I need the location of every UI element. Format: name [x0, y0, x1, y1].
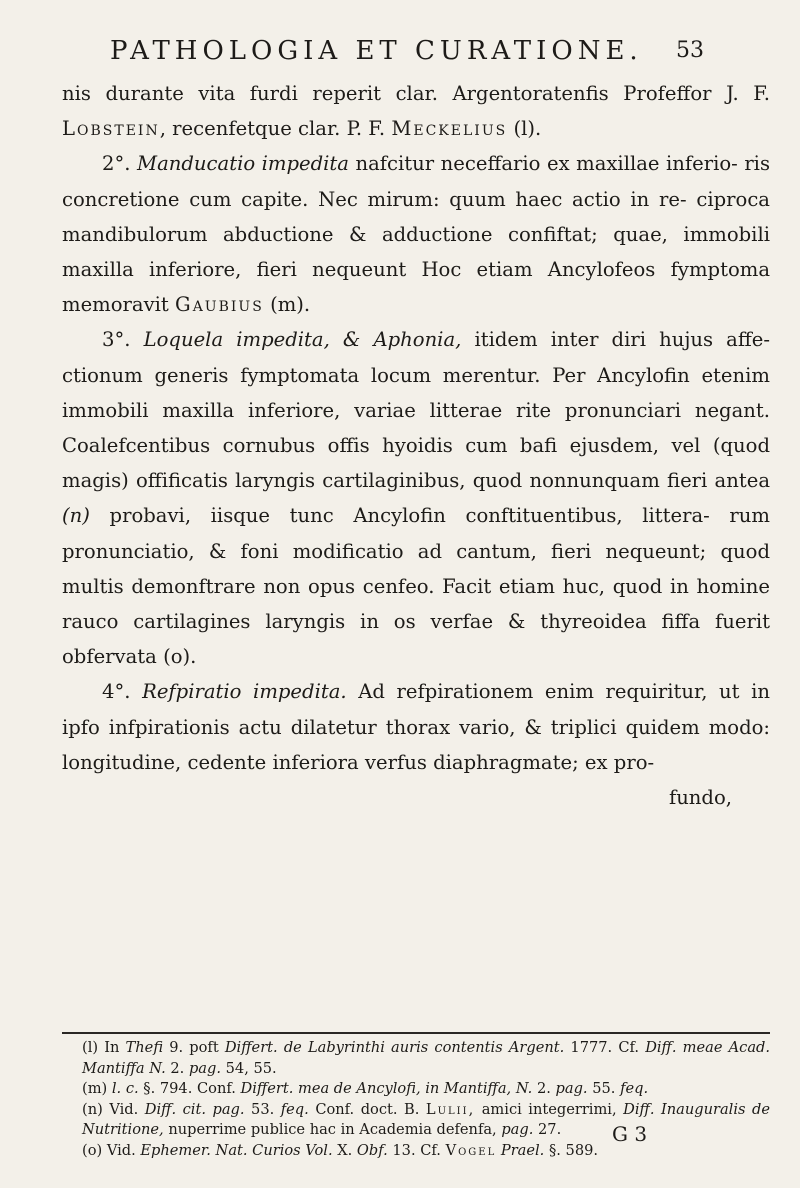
footnote-italic: Diff. Inauguralis de Nutritione,	[82, 1100, 770, 1139]
text-line: fuerit obfervata (o).	[62, 610, 770, 669]
footnote-text: amici integerrimi,	[481, 1100, 617, 1118]
text-line: immobili maxilla inferiore, variae litterae rite pronunciari negant.	[62, 398, 770, 422]
text-line: nafcitur neceffario ex maxillae inferio-	[355, 152, 738, 176]
text-line: quod multis demonftrare non opus cenfeo. Facit etiam huc, quod	[62, 539, 770, 598]
footnote-ref: (n)	[62, 504, 90, 528]
text-line: probavi, iisque tunc Ancylofin conftituentibus, littera-	[109, 504, 710, 528]
footnote-italic: Differt. de Labyrinthi auris contentis Argent.	[224, 1039, 565, 1056]
paragraph-continuation	[62, 76, 770, 146]
author-name: Lobstein	[62, 117, 160, 141]
footnote-text: 9. poft	[169, 1039, 219, 1056]
item-number: 2°.	[102, 152, 131, 176]
text-line: itidem inter diri hujus affe-	[474, 328, 770, 352]
footnote-ref: (l).	[513, 117, 542, 141]
item-number: 3°.	[102, 328, 131, 352]
footnote-italic: feq.	[620, 1080, 649, 1098]
footnote-text: 2.	[170, 1059, 185, 1077]
footnote-text: 1777. Cf.	[570, 1039, 640, 1056]
footnote-text: 13. Cf.	[392, 1141, 441, 1159]
footnote-mark: (l)	[82, 1039, 99, 1056]
paragraph-item-4	[62, 674, 770, 780]
page-number: 53	[676, 38, 704, 63]
footnote-italic: Thefi	[125, 1039, 164, 1056]
footnote-m	[62, 1079, 770, 1100]
footnote-text: §. 794. Conf.	[143, 1080, 236, 1098]
signature-mark: G 3	[612, 1122, 648, 1146]
item-number: 4°.	[102, 680, 131, 704]
footnote-text: 55.	[592, 1080, 616, 1098]
footnote-text: §. 589.	[548, 1141, 599, 1159]
footnote-text: nuperrime publice hac in Academia defenfa,	[168, 1121, 497, 1139]
footnote-italic: Diff. cit. pag.	[144, 1100, 245, 1118]
footnote-text: 2.	[536, 1080, 551, 1098]
page-header	[110, 36, 704, 76]
text-line: fymptoma memoravit	[62, 258, 771, 317]
text-line: Ad refpirationem enim requiritur, ut	[358, 680, 740, 704]
author-name: Lulii,	[425, 1100, 476, 1118]
footnote-mark: (n)	[82, 1100, 103, 1118]
footnote-italic: Obf.	[356, 1141, 388, 1159]
footnote-italic: pag.	[501, 1121, 534, 1139]
text-line: immobili maxilla inferiore, fieri nequeunt Hoc etiam Ancylofeos	[62, 222, 770, 282]
footnote-italic: l. c.	[111, 1080, 139, 1098]
footnote-text: 27.	[538, 1121, 562, 1139]
catchword: fundo,	[668, 786, 732, 810]
footnote-mark: (o)	[82, 1141, 103, 1159]
author-name: Vogel	[445, 1141, 497, 1159]
text-line: antea	[714, 469, 770, 493]
text-line: Coalefcentibus cornubus offis hyoidis cum bafi ejusdem, vel (quod	[62, 434, 770, 458]
footnote-ref: (m).	[270, 293, 311, 317]
footnote-mark: (m)	[82, 1080, 108, 1098]
footnote-text: In	[104, 1039, 120, 1056]
text-line: in ipfo infpirationis actu dilatetur thorax vario, & triplici quidem	[62, 680, 770, 739]
footnote-o	[62, 1141, 770, 1162]
footnote-italic: Ephemer. Nat. Curios Vol.	[140, 1141, 333, 1159]
item-title: Refpiratio impedita.	[142, 680, 347, 704]
footnote-italic: feq.	[280, 1100, 309, 1118]
footnote-l	[62, 1038, 770, 1079]
footnote-text: Vid.	[106, 1141, 136, 1159]
footnote-text: 54, 55.	[225, 1059, 277, 1077]
footnote-rule	[62, 1032, 770, 1034]
paragraph-item-3	[62, 322, 770, 674]
text-line: nis durante vita furdi reperit clar. Argentoratenfis Profeffor J. F.	[62, 82, 770, 105]
footnote-text: Vid.	[109, 1100, 139, 1118]
text-line: , recenfetque clar. P. F.	[159, 117, 386, 141]
footnote-italic: Differt. mea de Ancylofi, in Mantiffa, N.	[240, 1080, 533, 1098]
running-head: PATHOLOGIA ET CURATIONE.	[110, 36, 643, 66]
author-name: Meckelius	[391, 117, 508, 141]
text-line: ctionum generis fymptomata locum merentur. Per Ancylofin etenim	[62, 363, 770, 387]
text-line: rum pronunciatio, & foni modificatio ad cantum, fieri nequeunt;	[62, 504, 770, 563]
footnote-text: 53.	[251, 1100, 275, 1118]
paragraph-item-2	[62, 146, 770, 322]
text-line: in homine rauco cartilagines laryngis in os verfae & thyreoidea fiffa	[62, 574, 770, 634]
footnote-n	[62, 1100, 770, 1141]
text-line: ciproca mandibulorum abductione & adductione confiftat; quae,	[62, 187, 770, 246]
footnote-text: Conf. doct. B.	[315, 1100, 420, 1118]
author-name: Gaubius	[175, 293, 264, 317]
main-text	[62, 76, 770, 815]
footnote-italic: Diff. meae Acad. Mantiffa N.	[82, 1039, 771, 1077]
item-title: Loquela impedita, & Aphonia,	[143, 328, 462, 352]
footnote-italic: pag.	[188, 1059, 221, 1077]
footnote-italic: pag.	[555, 1080, 588, 1098]
text-line: ris concretione cum capite. Nec mirum: quum haec actio in re-	[62, 152, 771, 211]
text-line: magis) offificatis laryngis cartilaginibus, quod nonnunquam fieri	[62, 469, 708, 493]
footnotes	[62, 1038, 770, 1162]
footnote-text: X.	[337, 1141, 353, 1159]
text-line: modo: longitudine, cedente inferiora verfus diaphragmate; ex pro-	[62, 715, 771, 774]
item-title: Manducatio impedita	[137, 152, 349, 176]
footnote-italic: Prael.	[500, 1141, 545, 1159]
